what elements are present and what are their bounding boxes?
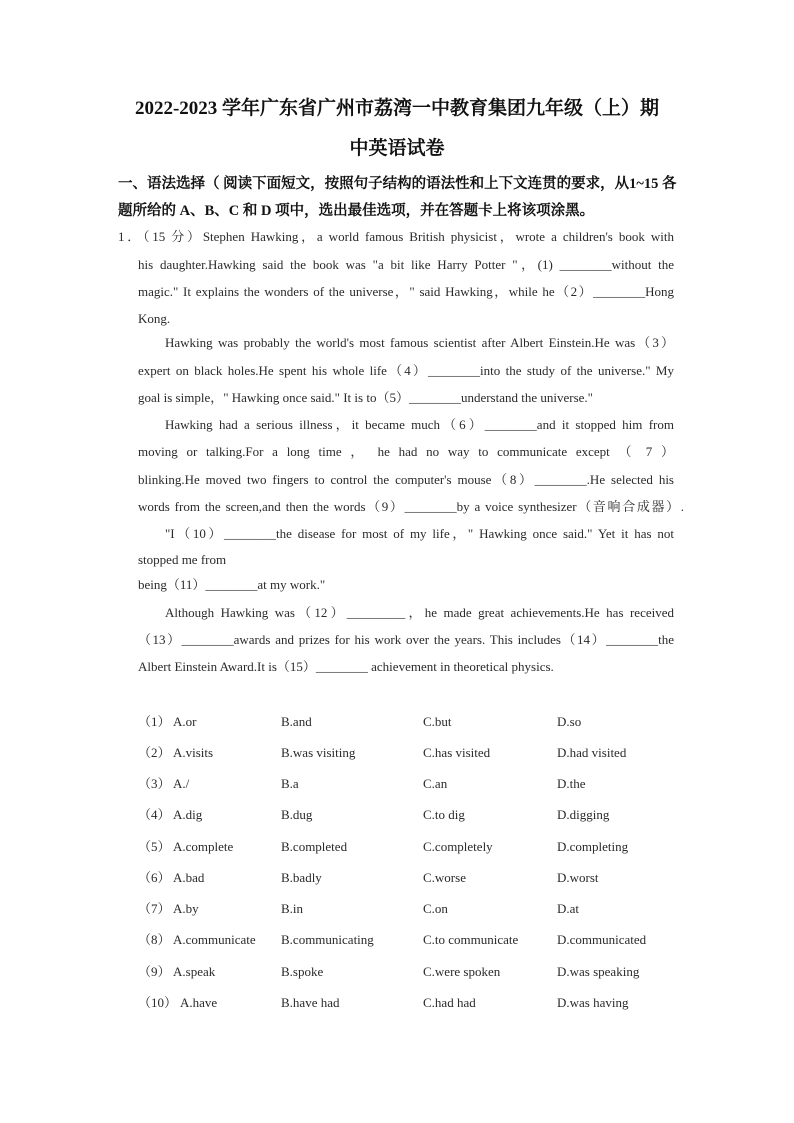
option-b[interactable]: B.completed [281, 839, 348, 854]
section-instruction-line-1: 一、语法选择（ 阅读下面短文，按照句子结构的语法性和上下文连贯的要求，从1~15 各 [118, 176, 677, 192]
option-b[interactable]: B.communicating [281, 932, 374, 947]
question-number: （5） [138, 839, 171, 854]
passage-line: Although Hawking was（12）_________，he made great achievements.He has received [165, 605, 674, 620]
option-d[interactable]: D.completing [557, 839, 629, 854]
option-b[interactable]: B.badly [281, 870, 322, 885]
question-number: （4） [138, 807, 171, 822]
option-d[interactable]: D.communicated [557, 932, 647, 947]
option-c[interactable]: C.had had [423, 995, 476, 1010]
passage-line: blinking.He moved two fingers to control the computer's mouse（8）________.He selected his [138, 472, 674, 487]
passage-line: words from the screen,and then the words（9）________by a voice synthesizer（音响合成器）. [138, 499, 684, 514]
option-a[interactable]: A.communicate [173, 932, 256, 947]
option-b[interactable]: B.dug [281, 807, 313, 822]
option-b[interactable]: B.have had [281, 995, 340, 1010]
question-number: （2） [138, 745, 171, 760]
option-c[interactable]: C.an [423, 776, 448, 791]
passage-line: expert on black holes.He spent his whole life（4）________into the study of the universe." My [138, 363, 674, 378]
passage-line: "I（10）________the disease for most of my life，" Hawking once said." Yet it has not [165, 526, 674, 541]
option-d[interactable]: D.was having [557, 995, 629, 1010]
option-b[interactable]: B.a [281, 776, 299, 791]
option-c[interactable]: C.but [423, 714, 452, 729]
question-number: （1） [138, 714, 171, 729]
option-c[interactable]: C.has visited [423, 745, 491, 760]
option-c[interactable]: C.to dig [423, 807, 465, 822]
exam-title-line-1: 2022-2023 学年广东省广州市荔湾一中教育集团九年级（上）期 [134, 98, 660, 119]
option-b[interactable]: B.was visiting [281, 745, 356, 760]
option-c[interactable]: C.on [423, 901, 448, 916]
option-a[interactable]: A.dig [173, 807, 203, 822]
option-d[interactable]: D.the [557, 776, 586, 791]
option-c[interactable]: C.completely [423, 839, 493, 854]
option-c[interactable]: C.were spoken [423, 964, 501, 979]
option-a[interactable]: A.visits [173, 745, 214, 760]
option-b[interactable]: B.spoke [281, 964, 324, 979]
option-c[interactable]: C.worse [423, 870, 466, 885]
section-instruction-line-2: 题所给的 A、B、C 和 D 项中，选出最佳选项，并在答题卡上将该项涂黑。 [118, 203, 595, 219]
option-a[interactable]: A.bad [173, 870, 205, 885]
option-d[interactable]: D.worst [557, 870, 599, 885]
passage-line: magic." It explains the wonders of the universe，" said Hawking，while he（2）________Hong [138, 284, 674, 299]
question-number: （10） [138, 995, 178, 1010]
passage-line: （13）________awards and prizes for his work over the years. This includes（14）________the [138, 632, 674, 647]
question-number: （9） [138, 964, 171, 979]
option-a[interactable]: A.speak [173, 964, 216, 979]
passage-line: moving or talking.For a long time ， he had no way to communicate except （ 7 ） [138, 444, 674, 459]
passage-line: Hawking was probably the world's most famous scientist after Albert Einstein.He was（3） [165, 335, 674, 350]
option-b[interactable]: B.in [281, 901, 304, 916]
passage-line: Kong. [138, 311, 171, 326]
option-a[interactable]: A.by [173, 901, 199, 916]
option-d[interactable]: D.digging [557, 807, 610, 822]
option-d[interactable]: D.was speaking [557, 964, 640, 979]
option-a[interactable]: A.complete [173, 839, 234, 854]
option-c[interactable]: C.to communicate [423, 932, 519, 947]
passage-line: goal is simple，" Hawking once said." It is to（5）________understand the universe." [138, 390, 593, 405]
passage-line: 1．（15 分）Stephen Hawking，a world famous British physicist，wrote a children's book with [118, 229, 674, 244]
option-b[interactable]: B.and [281, 714, 312, 729]
passage-line: Hawking had a serious illness，it became much（6）________and it stopped him from [165, 417, 674, 432]
question-number: （3） [138, 776, 171, 791]
question-number: （6） [138, 870, 171, 885]
question-number: （8） [138, 932, 171, 947]
option-a[interactable]: A./ [173, 776, 190, 791]
question-number: （7） [138, 901, 171, 916]
option-a[interactable]: A.have [180, 995, 218, 1010]
option-d[interactable]: D.so [557, 714, 582, 729]
exam-title-line-2: 中英语试卷 [349, 138, 445, 159]
option-d[interactable]: D.at [557, 901, 580, 916]
option-d[interactable]: D.had visited [557, 745, 627, 760]
passage-line: stopped me from [138, 552, 227, 567]
passage-line: his daughter.Hawking said the book was "a bit like Harry Potter "，(1) ________without the [138, 257, 674, 272]
passage-line: Albert Einstein Award.It is（15）________ achievement in theoretical physics. [138, 659, 554, 674]
option-a[interactable]: A.or [173, 714, 197, 729]
passage-line: being（11）________at my work." [138, 577, 326, 592]
